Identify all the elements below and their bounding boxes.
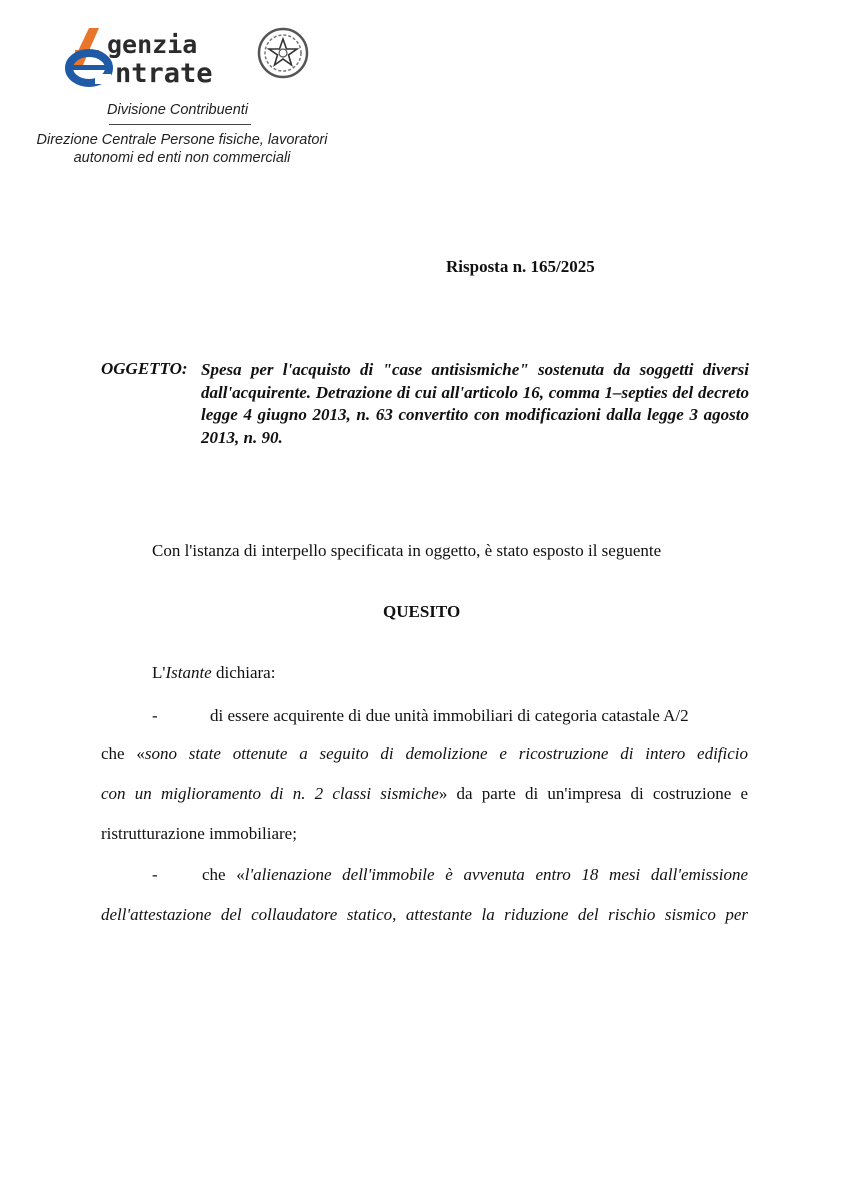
bullet-2-line-1-prefix: che « (202, 865, 245, 884)
istante-suffix: dichiara: (211, 663, 276, 682)
logo-word-genzia: genzia (107, 30, 198, 59)
istante-prefix: L' (152, 663, 166, 682)
istante-statement (152, 663, 275, 683)
division-name: Divisione Contribuenti (107, 102, 249, 118)
direction-name (26, 131, 338, 167)
bullet-2-line-1 (202, 865, 748, 885)
agenzia-entrate-logo (55, 24, 315, 94)
section-title: QUESITO (383, 602, 461, 621)
bullet-1-line-3-quote: con un miglioramento di n. 2 classi sismiche (101, 784, 439, 803)
republic-emblem-icon (259, 29, 307, 77)
bullet-2-line-2-quote: dell'attestazione del collaudatore statico, attestante la riduzione del rischio sismico per (101, 905, 748, 924)
bullet-1-line-2-prefix: che « (101, 744, 145, 763)
bullet-1-line-3-suffix: » da parte di un'impresa di costruzione e (438, 784, 748, 803)
bullet-1-line-1: di essere acquirente di due unità immobiliari di categoria catastale A/2 (210, 706, 689, 725)
bullet-2-line-2 (101, 905, 748, 925)
bullet-1-line-4: ristrutturazione immobiliare; (101, 824, 297, 843)
division-divider (109, 124, 251, 125)
logo-word-ntrate: ntrate (115, 58, 213, 89)
istante-word: Istante (165, 663, 212, 682)
bullet-1-line-2-quote: sono state ottenute a seguito di demolizione e ricostruzione di intero edificio (144, 744, 749, 763)
direction-line-2: autonomi ed enti non commerciali (73, 150, 291, 166)
intro-paragraph: Con l'istanza di interpello specificata in oggetto, è stato esposto il seguente (152, 541, 662, 560)
subject-text: Spesa per l'acquisto di "case antisismiche" sostenuta da soggetti diversi dall'acquirente. Detrazione di cui all'articolo 16, comma 1–septies del decreto legge 4 giugno 2013, n. 63 convertito con modificazioni dalla legge 3 agosto 2013, n. 90. (201, 360, 749, 447)
bullet-2-line-1-quote: l'alienazione dell'immobile è avvenuta entro 18 mesi dall'emissione (244, 865, 749, 884)
response-number: Risposta n. 165/2025 (446, 257, 595, 276)
logo-e-gap (95, 74, 111, 84)
subject-label: OGGETTO: (101, 359, 188, 378)
bullet-1-dash: - (152, 706, 158, 725)
logo-e-bar (71, 65, 107, 70)
bullet-1-line-3 (101, 784, 748, 804)
direction-line-1: Direzione Centrale Persone fisiche, lavoratori (36, 132, 328, 148)
bullet-2-dash: - (152, 865, 158, 884)
bullet-1-line-2 (101, 744, 748, 764)
